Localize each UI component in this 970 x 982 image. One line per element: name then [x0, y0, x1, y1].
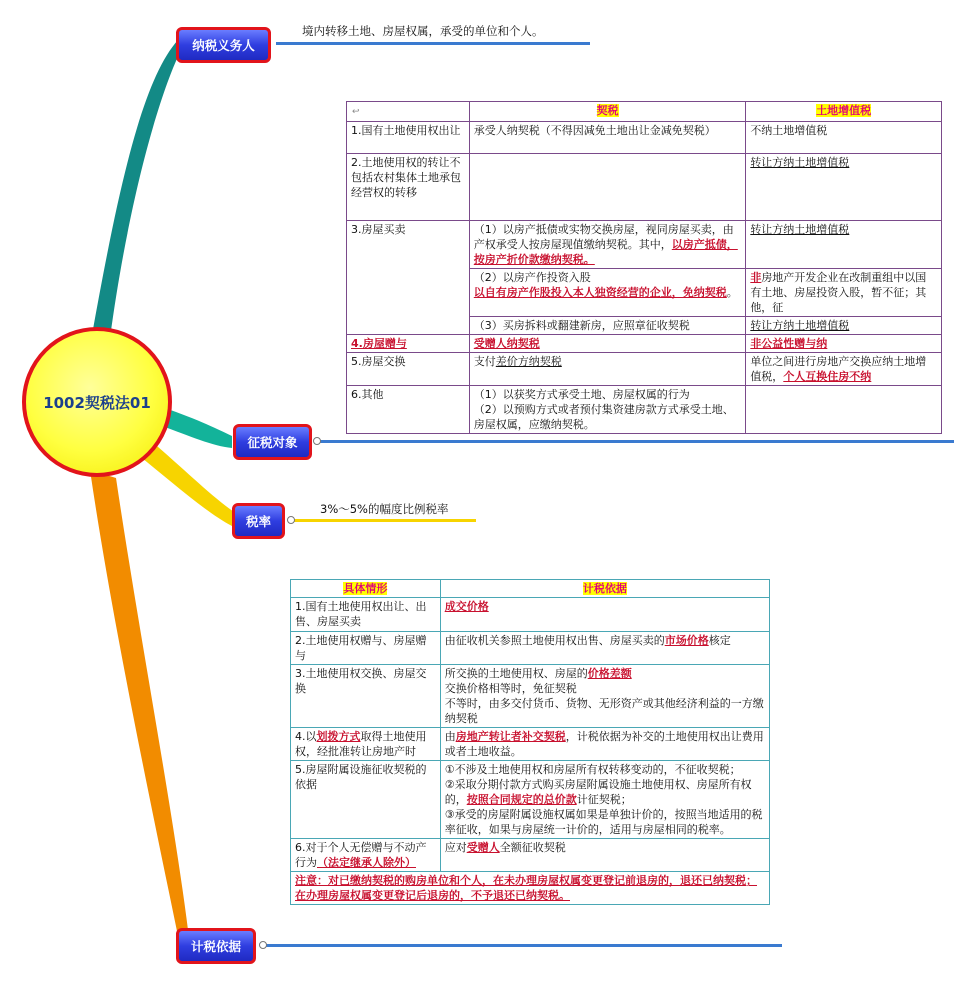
branch-basis [90, 470, 190, 946]
table-cell: 由征收机关参照土地使用权出售、房屋买卖的市场价格核定 [440, 632, 769, 665]
taxpayer-underline [276, 42, 590, 45]
table-cell: 支付差价方纳契税 [469, 353, 746, 386]
table-cell: 非公益性赠与纳 [746, 335, 942, 353]
table-row [291, 632, 770, 665]
table-row [291, 580, 770, 598]
basis-collapse-knob[interactable] [259, 941, 267, 949]
table-cell: 2.土地使用权的转让不包括农村集体土地承包经营权的转移 [347, 154, 470, 221]
topic-basis[interactable] [176, 928, 256, 964]
table-cell: 2.土地使用权赠与、房屋赠与 [291, 632, 441, 665]
rate-underline [290, 519, 476, 522]
table-cell: 承受人纳契税（不得因减免土地出让金减免契税） [469, 122, 746, 154]
topic-rate-label: 税率 [245, 514, 271, 529]
table-row [347, 221, 942, 269]
table-cell: 转让方纳土地增值税 [746, 221, 942, 269]
table-row [291, 598, 770, 632]
table-row [291, 839, 770, 872]
table-cell: （1）以房产抵债或实物交换房屋，视同房屋买卖，由产权承受人按房屋现值缴纳契税。其中，以房产抵债，按房产折价款缴纳契税。 [469, 221, 746, 269]
topic-rate[interactable] [232, 503, 285, 539]
table-cell: 由房地产转让者补交契税，计税依据为补交的土地使用权出让费用或者土地收益。 [440, 728, 769, 761]
table-cell: 转让方纳土地增值税 [746, 317, 942, 335]
table-cell [746, 386, 942, 434]
table-header-cell: 土地增值税 [746, 102, 942, 122]
table-cell: 4.以划拨方式取得土地使用权，经批准转让房地产时 [291, 728, 441, 761]
central-topic[interactable] [22, 327, 172, 477]
table-header-cell: ↩ [347, 102, 470, 122]
object-collapse-knob[interactable] [313, 437, 321, 445]
table-cell: （3）买房拆料或翻建新房，应照章征收契税 [469, 317, 746, 335]
table-cell: 单位之间进行房地产交换应纳土地增值税，个人互换住房不纳 [746, 353, 942, 386]
topic-object-label: 征税对象 [247, 435, 298, 450]
table-note-cell: 注意：对已缴纳契税的购房单位和个人，在未办理房屋权属变更登记前退房的，退还已纳契税；在办理房屋权属变更登记后退房的，不予退还已纳契税。 [291, 872, 770, 905]
topic-taxpayer[interactable] [176, 27, 271, 63]
rate-collapse-knob[interactable] [287, 516, 295, 524]
table-cell [469, 154, 746, 221]
rate-note: 3%～5%的幅度比例税率 [320, 502, 449, 516]
table-cell: 3.土地使用权交换、房屋交换 [291, 665, 441, 728]
basis-table [290, 579, 770, 905]
table-cell: 1.国有土地使用权出让、出售、房屋买卖 [291, 598, 441, 632]
topic-basis-label: 计税依据 [190, 939, 241, 954]
table-cell: 1.国有土地使用权出让 [347, 122, 470, 154]
table-row [347, 122, 942, 154]
central-topic-label: 1002契税法01 [43, 393, 151, 412]
table-row [347, 335, 942, 353]
table-cell: ①不涉及土地使用权和房屋所有权转移变动的，不征收契税； ②采取分期付款方式购买房屋附属设施土地使用权、房屋所有权的，按照合同规定的总价款计征契税； ③承受的房屋附属设施权属如果是单独计价的，按照当地适用的税率征收，如果与房屋统一计价的，适用与房屋相同的税率。 [440, 761, 769, 839]
branch-taxpayer [92, 40, 182, 338]
table-row [347, 386, 942, 434]
table-cell: 5.房屋附属设施征收契税的依据 [291, 761, 441, 839]
table-header-cell: 计税依据 [440, 580, 769, 598]
table-cell: 应对受赠人全额征收契税 [440, 839, 769, 872]
basis-underline [262, 944, 782, 947]
table-cell: 不纳土地增值税 [746, 122, 942, 154]
table-cell: （1）以获奖方式承受土地、房屋权属的行为 （2）以预购方式或者预付集资建房款方式承受土地、房屋权属，应缴纳契税。 [469, 386, 746, 434]
table-row [291, 728, 770, 761]
table-row [291, 761, 770, 839]
topic-taxpayer-label: 纳税义务人 [192, 38, 255, 53]
table-row [347, 102, 942, 122]
table-row [291, 665, 770, 728]
table-cell: （2）以房产作投资入股 以自有房产作股投入本人独资经营的企业，免纳契税。 [469, 269, 746, 317]
table-cell: 6.其他 [347, 386, 470, 434]
table-cell: 4.房屋赠与 [347, 335, 470, 353]
branch-rate [138, 440, 234, 526]
table-cell: 5.房屋交换 [347, 353, 470, 386]
topic-object[interactable] [233, 424, 312, 460]
table-cell: 6.对于个人无偿赠与不动产行为（法定继承人除外） [291, 839, 441, 872]
table-cell: 所交换的土地使用权、房屋的价格差额 交换价格相等时，免征契税 不等时，由多交付货币、货物、无形资产或其他经济利益的一方缴纳契税 [440, 665, 769, 728]
taxpayer-note: 境内转移土地、房屋权属，承受的单位和个人。 [302, 24, 544, 38]
table-cell: 非房地产开发企业在改制重组中以国有土地、房屋投资入股，暂不征；其他，征 [746, 269, 942, 317]
object-underline [316, 440, 954, 443]
object-table [346, 101, 942, 434]
table-row [291, 872, 770, 905]
table-row [347, 353, 942, 386]
table-cell: 成交价格 [440, 598, 769, 632]
table-row [347, 154, 942, 221]
table-header-cell: 契税 [469, 102, 746, 122]
table-cell: 转让方纳土地增值税 [746, 154, 942, 221]
table-cell: 受赠人纳契税 [469, 335, 746, 353]
table-cell: 3.房屋买卖 [347, 221, 470, 335]
table-header-cell: 具体情形 [291, 580, 441, 598]
